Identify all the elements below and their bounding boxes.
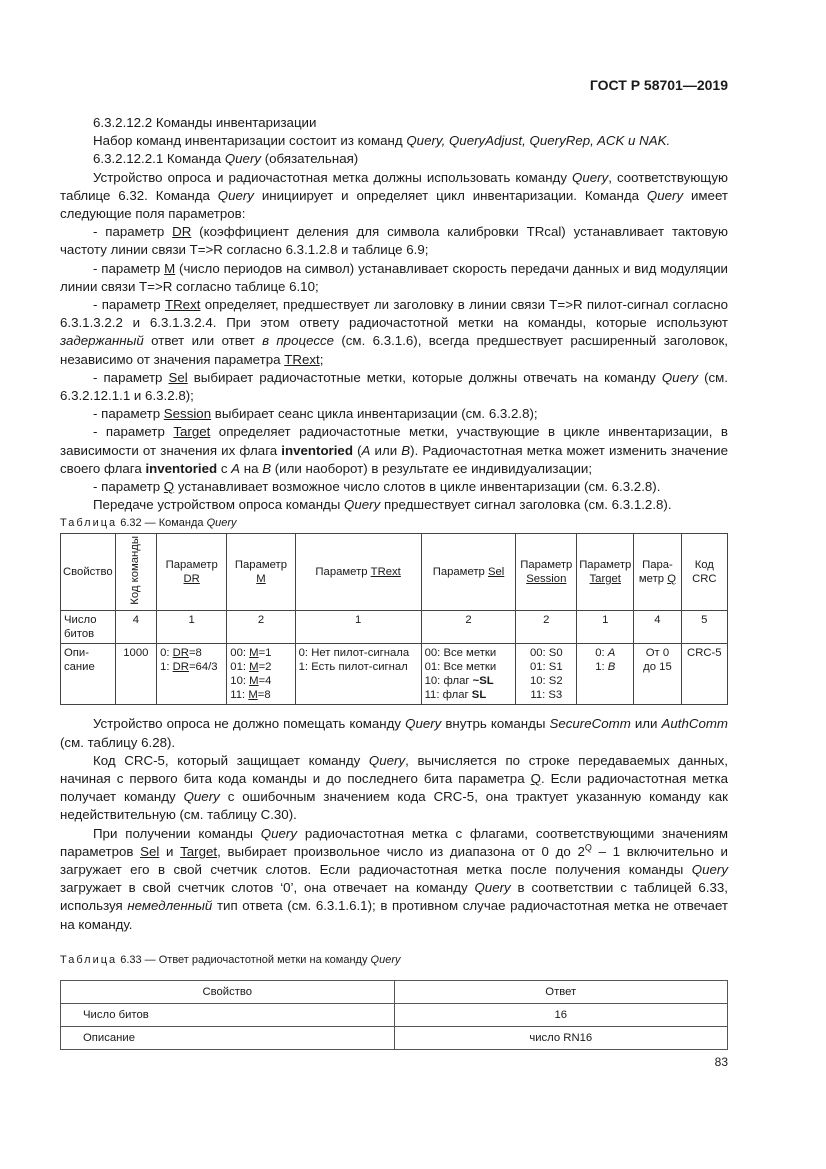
query-command-table: [60, 533, 728, 706]
cell-desc-label: Описание: [61, 1027, 395, 1050]
cell-desc-sel: 00: Все метки 01: Все метки 10: флаг ~SL 11: флаг SL: [421, 644, 516, 705]
header-trext: Параметр TRext: [295, 533, 421, 611]
header-target: Параметр Target: [577, 533, 634, 611]
header-response: Ответ: [394, 981, 727, 1004]
header-property: Свойство: [61, 533, 116, 611]
paragraph-preamble: Передаче устройством опроса команды Query предшествует сигнал заголовка (см. 6.3.1.2.8).: [93, 497, 672, 513]
query-response-table: [60, 980, 728, 1050]
table-row: [61, 1027, 728, 1050]
header-q: Пара- метр Q: [634, 533, 681, 611]
table-header-row: [61, 533, 728, 611]
param-m: - параметр M (число периодов на символ) устанавливает скорость передачи данных и вид модуляции линии связи T=>R согласно таблице 6.10;: [60, 260, 728, 294]
cell-bits-code: 4: [115, 611, 156, 644]
cell-desc-dr: 0: DR=8 1: DR=64/3: [157, 644, 227, 705]
param-target: - параметр Target определяет радиочастотные метки, участвующие в цикле инвентаризации, в зависимости от значения их флага inventoried (A или B). Радиочастотная метка может изменить значение своего флага inventoried с A на B (или наоборот) в результате ее индивидуализации;: [60, 424, 728, 476]
section-heading: 6.3.2.12.2 Команды инвентаризации: [93, 115, 317, 130]
cell-desc-value: число RN16: [394, 1027, 727, 1050]
cell-bits-q: 4: [634, 611, 681, 644]
cell-bits-m: 2: [227, 611, 295, 644]
param-q: - параметр Q устанавливает возможное число слотов в цикле инвентаризации (см. 6.3.2.8).: [93, 479, 661, 495]
cell-desc-code: 1000: [115, 644, 156, 705]
header-dr: Параметр DR: [157, 533, 227, 611]
cell-bits-label: Число битов: [61, 1004, 395, 1027]
cell-desc-target: 0: A 1: B: [577, 644, 634, 705]
header-property: Свойство: [61, 981, 395, 1004]
table2-caption: Таблица 6.33 — Ответ радиочастотной метки на команду Query: [60, 953, 401, 966]
paragraph-securecomm: Устройство опроса не должно помещать команду Query внутрь команды SecureComm или AuthComm (см. таблицу 6.28).: [60, 716, 729, 750]
cell-bits-label: Число битов: [61, 611, 116, 644]
paragraph-crc5: Код CRC-5, который защищает команду Query, вычисляется по строке передаваемых данных, начиная с первого бита кода команды и до последнего бита параметра Q. Если радиочастотная метка получает команду Query с ошибочным значением кода CRC-5, она трактует указанную команду как недействительную (см. таблицу С.30).: [60, 752, 728, 823]
param-trext: - параметр TRext определяет, предшествует ли заголовку в линии связи T=>R пилот-сигнал согласно 6.3.1.3.2.2 и 6.3.1.3.2.4. При этом ответу радиочастотной метки на команды, которые используют задержанный ответ или ответ в процессе (см. 6.3.1.6), всегда предшествует расширенный заголовок, независимо от значения параметра TRext;: [60, 297, 728, 367]
cell-desc-trext: 0: Нет пилот-сигнала 1: Есть пилот-сигнал: [295, 644, 421, 705]
cell-desc-q: От 0 до 15: [634, 644, 681, 705]
table-row: [61, 1004, 728, 1027]
param-dr: - параметр DR (коэффициент деления для символа калибровки TRcal) устанавливает тактовую частоту линии связи T=>R согласно 6.3.1.2.8 и таблице 6.9;: [60, 224, 728, 258]
cell-desc-crc: CRC-5: [681, 644, 727, 705]
page-number: 83: [714, 1055, 728, 1069]
header-command-code: Код команды: [115, 533, 156, 611]
cell-desc-m: 00: M=1 01: M=2 10: M=4 11: M=8: [227, 644, 295, 705]
cell-desc-label: Опи-сание: [61, 644, 116, 705]
paragraph-command-set: Набор команд инвентаризации состоит из команд Query, QueryAdjust, QueryRep, ACK и NAK.: [93, 133, 671, 149]
cell-bits-dr: 1: [157, 611, 227, 644]
cell-desc-session: 00: S0 01: S1 10: S2 11: S3: [516, 644, 577, 705]
param-sel: - параметр Sel выбирает радиочастотные метки, которые должны отвечать на команду Query (см. 6.3.2.12.1.1 и 6.3.2.8);: [60, 369, 728, 404]
table1-caption: Таблица 6.32 — Команда Query: [60, 517, 237, 530]
table-row-description: [61, 644, 728, 705]
paragraph-intro: Устройство опроса и радиочастотная метка должны использовать команду Query, соответствующую таблице 6.32. Команда Query инициирует и определяет цикл инвентаризации. Команда Query имеет следующие поля параметров:: [60, 169, 728, 222]
cell-bits-trext: 1: [295, 611, 421, 644]
header-crc: Код CRC: [681, 533, 727, 611]
cell-bits-sel: 2: [421, 611, 516, 644]
header-session: Параметр Session: [516, 533, 577, 611]
subsection-heading: 6.3.2.12.2.1 Команда Query (обязательная): [93, 151, 359, 167]
paragraph-slot-counter: При получении команды Query радиочастотная метка с флагами, соответствующими значениям параметров Sel и Target, выбирает произвольное число из диапазона от 0 до $2^Q - 1$ включительно и загружает его в свой счетчик слотов. Если радиочастотная метка после получения команды Query загружает в свой счетчик слотов ‘0’, она отвечает на команду Query в соответствии с таблицей 6.33, используя немедленный тип ответа (см. 6.3.1.6.1); в противном случае радиочастотная метка не отвечает на команду.: [60, 825, 728, 932]
header-sel: Параметр Sel: [421, 533, 516, 611]
cell-bits-value: 16: [394, 1004, 727, 1027]
document-code: ГОСТ Р 58701—2019: [589, 77, 728, 93]
cell-bits-target: 1: [577, 611, 634, 644]
cell-bits-session: 2: [516, 611, 577, 644]
table-row-bits: [61, 611, 728, 644]
page-body: [60, 114, 728, 1050]
cell-bits-crc: 5: [681, 611, 727, 644]
param-session: - параметр Session выбирает сеанс цикла инвентаризации (см. 6.3.2.8);: [93, 406, 538, 422]
table-header-row: [61, 981, 728, 1004]
header-m: Параметр M: [227, 533, 295, 611]
